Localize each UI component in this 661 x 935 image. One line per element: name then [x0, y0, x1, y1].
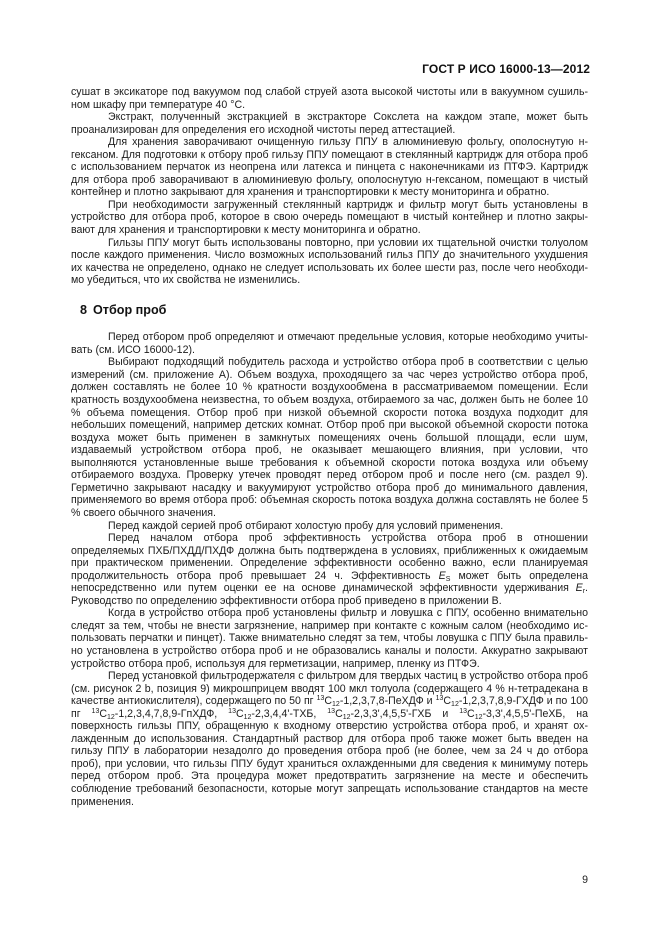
- paragraph-contamination: Когда в устройство отбора проб установлены фильтр и ловушка с ППУ, особенно внимательно следят за тем, чтобы не внести загрязнение, например при контакте с кожным салом (необходимо использовать перчатки и пинцет). Также внимательно следят за тем, чтобы ловушка с ППУ была правильно установлена в устройство отбора проб и не образовались каналы и полости. Аккуратно закрывают устройство отбора проб, используя для герметизации, например, пленку из ПТФЭ.: [71, 607, 588, 670]
- section-title-text: Отбор проб: [93, 302, 167, 317]
- paragraph-storage: Для хранения заворачивают очищенную гильзу ППУ в алюминиевую фольгу, ополоснутую н-гексаном. Для подготовки к отбору проб гильзу ППУ помещают в стеклянный картридж для отбора проб с использованием перчаток из неопрена или латекса и пинцета с наконечниками из ПТФЭ. Картридж для отбора проб заворачивают в алюминиевую фольгу, ополоснутую н-гексаном, помещают в чистый контейнер и плотно закрывают для хранения и транспортировки к месту мониторинга и обратно.: [71, 136, 588, 199]
- paragraph-drying: сушат в эксикаторе под вакуумом под слабой струей азота высокой чистоты или в вакуумном сушильном шкафу при температуре 40 °С.: [71, 86, 588, 111]
- section-heading: [71, 304, 588, 317]
- page-number: 9: [582, 874, 588, 886]
- paragraph-limits: Перед отбором проб определяют и отмечают предельные условия, которые необходимо учитывать (см. ИСО 16000-12).: [71, 331, 588, 356]
- document-body: [71, 86, 588, 808]
- paragraph-efficiency: Перед началом отбора проб эффективность устройства отбора проб в отношении определяемых ПХБ/ПХДД/ПХДФ должна быть подтверждена в условиях, приближенных к ожидаемым при практическом применении. Определение эффективности особенно важно, если планируемая продолжительность отбора проб превышает 24 ч. Эффективность $E_S$ может быть определена непосредственно или путем оценки ее на основе динамической эффективности удерживания $E_r$. Руководство по определению эффективности отбора проб приведено в приложении В.: [71, 532, 588, 607]
- page-header-standard-code: ГОСТ Р ИСО 16000-13—2012: [422, 62, 590, 76]
- paragraph-extract: Экстракт, полученный экстракцией в экстракторе Сокслета на каждом этапе, может быть проанализирован для определения его исходной чистоты перед аттестацией.: [71, 111, 588, 136]
- section-number: 8: [80, 302, 88, 317]
- paragraph-cartridge: При необходимости загруженный стеклянный картридж и фильтр могут быть установлены в устройство для отбора проб, которое в свою очередь помещают в чистый контейнер и плотно закрывают для хранения и транспортировки к месту мониторинга и обратно.: [71, 198, 588, 237]
- paragraph-reuse: Гильзы ППУ могут быть использованы повторно, при условии их тщательной очистки толуолом после каждого применения. Число возможных использований гильз ППУ до значительного ухудшения их качества не определено, однако не следует использовать их более шести раз, после чего необходимо убедиться, что их свойства не изменились.: [71, 236, 588, 287]
- paragraph-sampling-device: Выбирают подходящий побудитель расхода и устройство отбора проб в соответствии с целью измерений (см. приложение А). Объем воздуха, проходящего за час через устройство отбора проб, должен составлять не более 10 % кратности воздухообмена в рассматриваемом помещении. Если кратность воздухообмена неизвестна, то объем воздуха, отбираемого за час, должен быть не более 10 % объема помещения. Отбор проб при низкой объемной скорости потока воздуха подходит для небольших помещений, например детских комнат. Отбор проб при высокой объемной скорости потока воздуха может быть применен в замкнутых помещениях очень большой площади, если шум, издаваемый устройством отбора проб, не оказывает мешающего влияния, при условии, что выполняются установленные выше требования к объемной скорости потока воздуха или объему отбираемого воздуха. Проверку утечек проводят перед отбором проб и после него (см. раздел 9). Герметично закрывают насадку и вакуумируют устройство отбора проб до минимального давления, применяемого во время отбора проб: объемная скорость потока воздуха должна составлять не более 5 % своего обычного значения.: [71, 356, 588, 519]
- paragraph-standard-injection: Перед установкой фильтродержателя с фильтром для твердых частиц в устройство отбора проб (см. рисунок 2 b, позиция 9) микрошприцем вводят 100 мкл толуола (содержащего 4 % н-тетрадекана в качестве антиокислителя), содержащего по 50 пг $^{13}C_{12}-1,2,3,7,8$-ПеХДФ и $^{13}C_{12}-1,2,3,7,8,9$-ГХДФ и по 100 пг $^{13}C_{12}-1,2,3,4,7,8,9$-ГпХДФ, $^{13}C_{12}-2,3,4,4'$-ТХБ, $^{13}C_{12}-2,3,3',4,5,5'$-ГХБ и $^{13}C_{12}-3,3',4,5,5'$-ПеХБ, на поверхность гильзы ППУ, обращенную к входному отверстию устройства отбора проб, и хранят охлажденным до использования. Стандартный раствор для отбора проб также может быть введен на гильзу ППУ в лаборатории незадолго до проведения отбора проб (не более, чем за 24 ч до отбора проб), при условии, что гильзы ППУ будут храниться охлажденными для сведения к минимуму потерь перед отбором проб. Эта процедура может предотвратить загрязнение на месте и обеспечить соблюдение требований безопасности, которые могут запрещать использование стандартов на месте применения.: [71, 670, 588, 808]
- paragraph-blank-sample: Перед каждой серией проб отбирают холостую пробу для условий применения.: [108, 519, 504, 532]
